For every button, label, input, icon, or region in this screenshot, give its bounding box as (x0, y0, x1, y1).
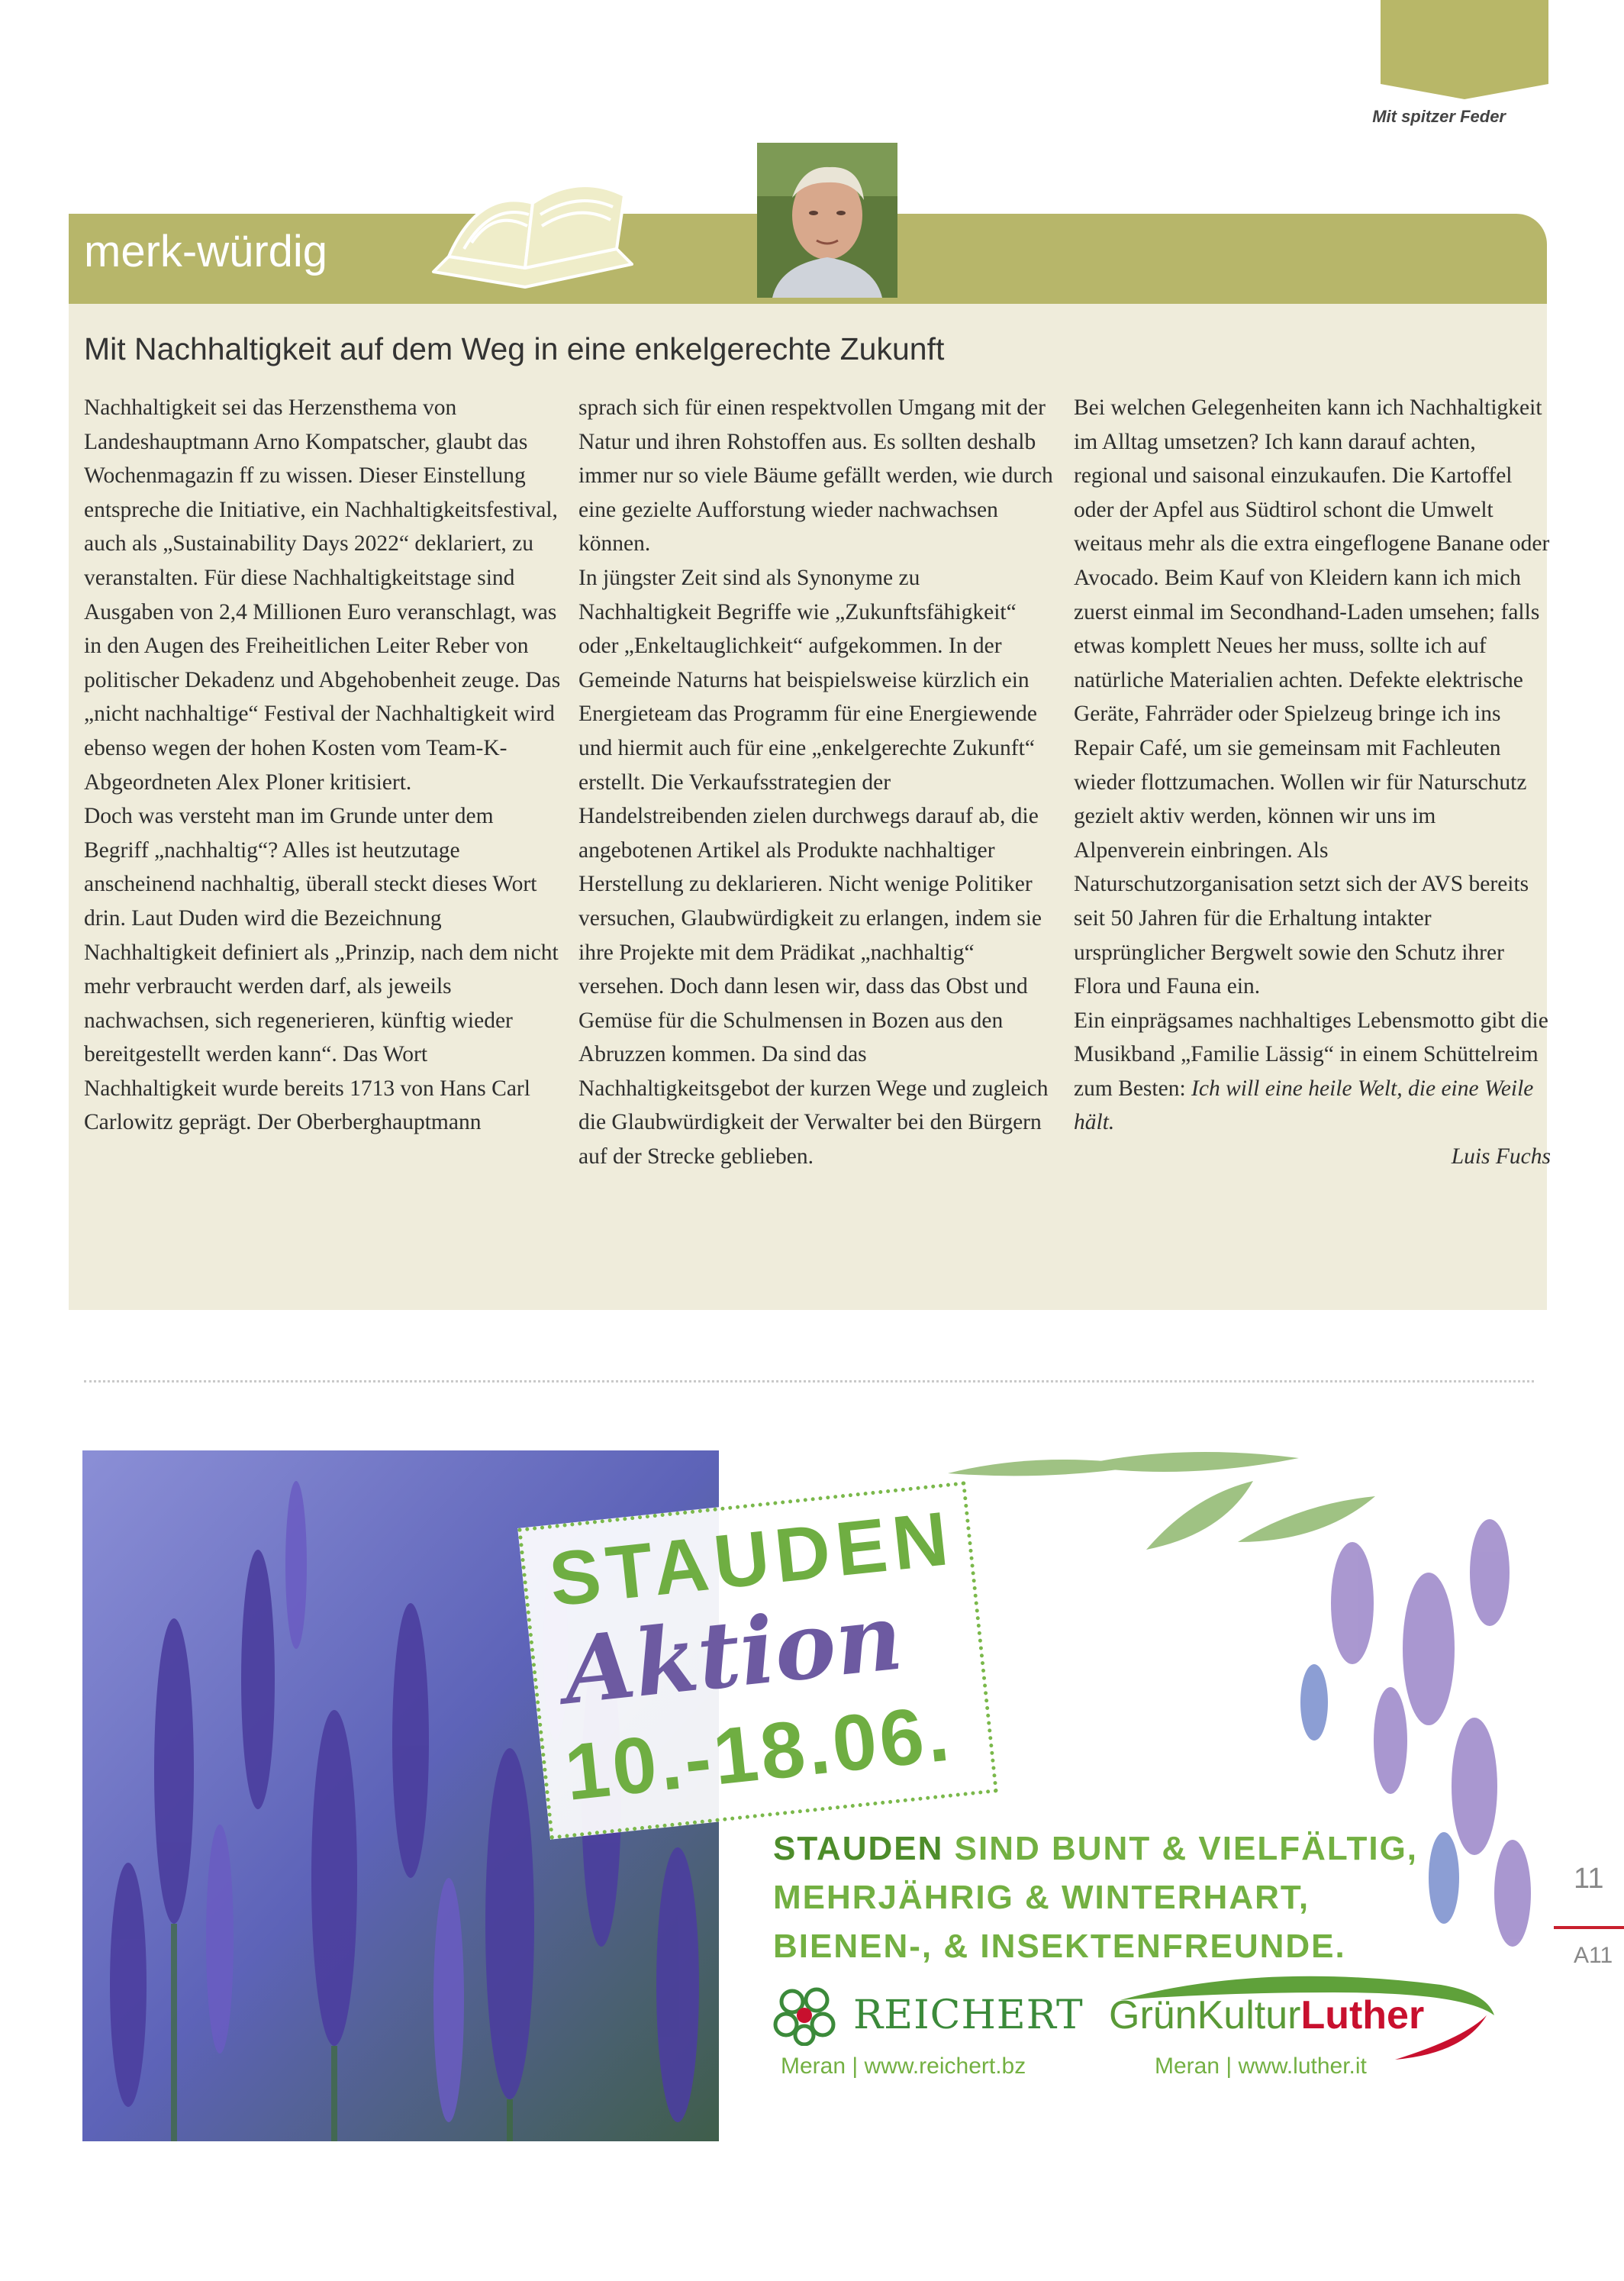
luther-name-light: GrünKultur (1109, 1993, 1301, 2037)
luther-name-bold: Luther (1300, 1993, 1425, 2037)
claim-line-1-rest: SIND BUNT & VIELFÄLTIG, (943, 1830, 1419, 1867)
article-column-2 (578, 391, 1055, 1174)
reichert-contact: Meran | www.reichert.bz (781, 2054, 1026, 2079)
corner-tab (1381, 0, 1548, 84)
column-title: merk-würdig (84, 227, 328, 276)
page-code: A11 (1574, 1943, 1613, 1968)
article-headline: Mit Nachhaltigkeit auf dem Weg in eine enkelgerechte Zukunft (84, 331, 945, 366)
paragraph: sprach sich für einen respektvollen Umgang mit der Natur und ihren Rohstoffen aus. Es sollten deshalb immer nur so viele Bäume gefällt werden, wie durch eine gezielte Aufforstung wieder nachwachsen können. (578, 395, 1053, 557)
author-name: Luis Fuchs (1451, 1144, 1551, 1170)
closing-text: Ein einprägsames nachhaltiges Lebensmotto gibt die Musikband „Familie Lässig“ in einem Schüttelreim zum Besten: (1074, 1008, 1548, 1101)
paragraph: In jüngster Zeit sind als Synonyme zu Nachhaltigkeit Begriffe wie „Zukunftsfähigkeit“ oder „Enkeltauglichkeit“ aufgekommen. In der Gemeinde Naturns hat beispielsweise kürzlich ein Energieteam das Programm für eine Energiewende und hiermit auch für eine „enkelgerechte Zukunft“ erstellt. Die Verkaufsstrategien der Handelstreibenden zielen durchwegs darauf ab, die angebotenen Artikel als Produkte nachhaltiger Herstellung zu deklarieren. Nicht wenige Politiker versuchen, Glaubwürdigkeit zu erlangen, indem sie ihre Projekte mit dem Prädikat „nachhaltig“ versehen. Doch dann lesen wir, dass das Obst und Gemüse für die Schulmensen in Bozen aus den Abruzzen kommen. Da sind das Nachhaltigkeitsgebot der kurzen Wege und zugleich die Glaubwürdigkeit der Verwalter bei den Bürgern auf der Strecke geblieben. (578, 565, 1049, 1170)
claim-line-2: MEHRJÄHRIG & WINTERHART, (773, 1879, 1310, 1916)
flower-icon (769, 1985, 846, 2046)
stamp-title: STAUDEN (545, 1495, 959, 1623)
luther-contact: Meran | www.luther.it (1155, 2054, 1367, 2079)
paragraph: Bei welchen Gelegenheiten kann ich Nachhaltigkeit im Alltag umsetzen? Ich kann darauf achten, regional und saisonal einzukaufen. Die Kartoffel oder der Apfel aus Südtirol schont die Umwelt weitaus mehr als die extra eingeflogene Banane oder Avocado. Beim Kauf von Kleidern kann ich mich zuerst einmal im Secondhand-Laden umsehen; falls etwas komplett Neues her muss, sollte ich auf natürliche Materialien achten. Defekte elektrische Geräte, Fahrräder oder Spielzeug bringe ich ins Repair Café, um sie gemeinsam mit Fachleuten wieder flottzumachen. Wollen wir für Naturschutz gezielt aktiv werden, können wir uns im Alpenverein einbringen. Als Naturschutzorganisation setzt sich der AVS bereits seit 50 Jahren für die Erhaltung intakter ursprünglicher Bergwelt sowie den Schutz ihrer Flora und Fauna ein. (1074, 395, 1550, 999)
page-rule (1554, 1926, 1624, 1929)
article-column-3 (1074, 391, 1551, 1174)
paragraph: Doch was versteht man im Grunde unter dem Begriff „nachhaltig“? Alles ist heutzutage anscheinend nachhaltig, überall steckt dieses Wort drin. Laut Duden wird die Bezeichnung Nachhaltigkeit definiert als „Prinzip, nach dem nicht mehr verbraucht werden darf, als jeweils nachwachsen, sich regenerieren, künftig wieder bereitgestellt werden kann“. Das Wort Nachhaltigkeit wurde bereits 1713 von Hans Carl Carlowitz geprägt. Der Oberberghauptmann (84, 804, 559, 1135)
stamp-subtitle: Aktion (558, 1583, 907, 1726)
closing-quote: Ich will eine heile Welt, die eine Weile hält. (1074, 1076, 1534, 1135)
reichert-name: REICHERT (853, 1992, 1084, 2038)
stamp-dates: 10.-18.06. (561, 1689, 956, 1818)
claim-line-1 (773, 1824, 1418, 1873)
reichert-logo (769, 1985, 1082, 2046)
stauden-aktion-stamp (517, 1481, 998, 1839)
claim-line-3: BIENEN-, & INSEKTENFREUNDE. (773, 1928, 1346, 1965)
paragraph-closing (1074, 1004, 1551, 1140)
author-portrait (757, 143, 897, 298)
page-number: 11 (1574, 1863, 1604, 1895)
dotted-separator (84, 1380, 1534, 1382)
luther-name (1109, 1992, 1424, 2038)
section-label: Mit spitzer Feder (1372, 107, 1506, 126)
ad-claim (773, 1824, 1418, 1971)
paragraph: Nachhaltigkeit sei das Herzensthema von Landeshauptmann Arno Kompatscher, glaubt das Wochenmagazin ff zu wissen. Dieser Einstellung entspreche die Initiative, ein Nachhaltigkeitsfestival, auch als „Sustainability Days 2022“ deklariert, zu veranstalten. Für diese Nachhaltigkeitstage sind Ausgaben von 2,4 Millionen Euro veranschlagt, was in den Augen des Freiheitlichen Leiter Reber von politischer Dekadenz und Abgehobenheit zeuge. Das „nicht nachhaltige“ Festival der Nachhaltigkeit wird ebenso wegen der hohen Kosten vom Team-K-Abgeordneten Alex Ploner kritisiert. (84, 395, 561, 795)
open-book-icon (418, 173, 647, 302)
claim-strong: STAUDEN (773, 1830, 944, 1867)
advertisement (82, 1450, 1534, 2141)
article-column-1 (84, 391, 561, 1140)
